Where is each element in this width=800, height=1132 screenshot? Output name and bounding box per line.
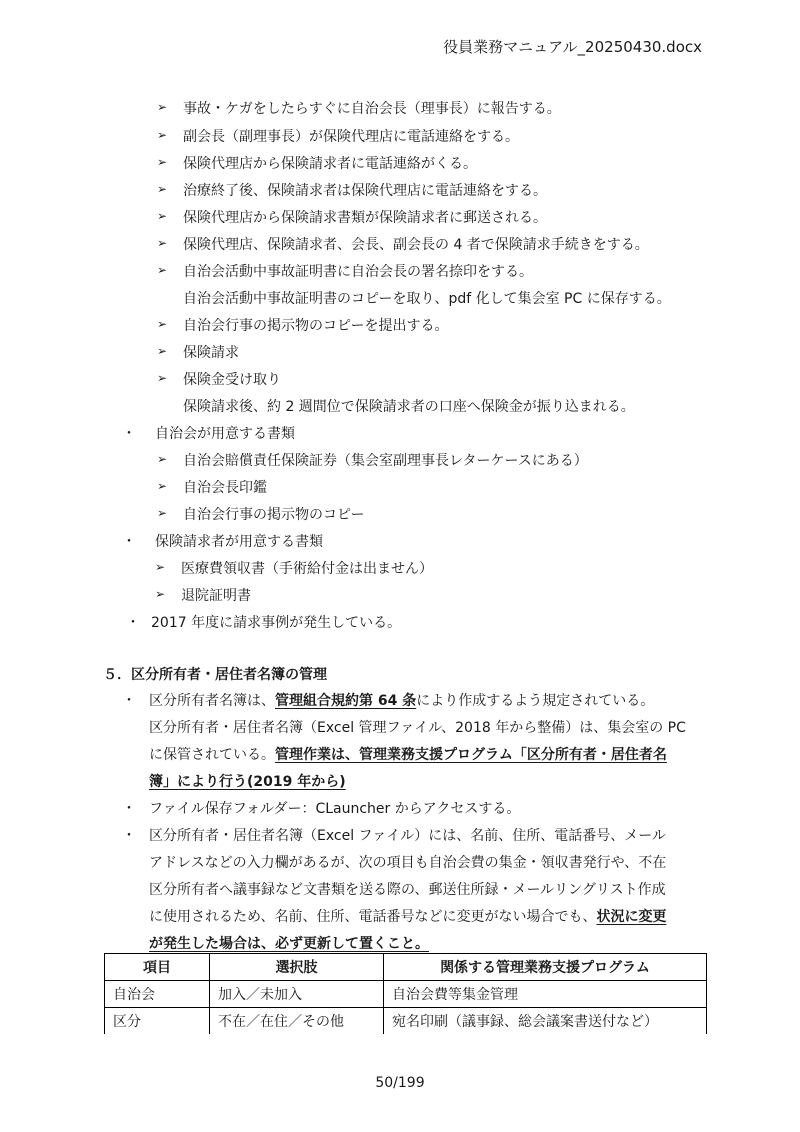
table-cell: 宛名印刷（議事録、総会議案書送付など） bbox=[384, 1008, 707, 1035]
document-filename: 役員業務マニュアル_20250430.docx bbox=[443, 38, 702, 56]
arrow-bullet-icon: ➢ bbox=[155, 587, 166, 601]
page-number: 50/199 bbox=[375, 1075, 425, 1091]
table-cell: 加入／未加入 bbox=[210, 981, 384, 1008]
list-item: 退院証明書 bbox=[181, 588, 251, 604]
text-run: により作成するよう規定されている。 bbox=[416, 693, 655, 709]
arrow-bullet-icon: ➢ bbox=[157, 155, 168, 169]
dot-bullet-icon: ・ bbox=[122, 693, 136, 709]
table-row bbox=[105, 981, 707, 1008]
text-run: 区分所有者名簿は、 bbox=[149, 693, 275, 709]
arrow-bullet-icon: ➢ bbox=[157, 452, 168, 466]
text-run: に保管されている。 bbox=[149, 747, 275, 763]
paragraph-line bbox=[149, 744, 667, 764]
list-item: 自治会長印鑑 bbox=[183, 480, 267, 496]
table-cell: 区分 bbox=[105, 1008, 210, 1035]
bold-text: 管理作業は、管理業務支援プログラム「区分所有者・居住者名 bbox=[275, 747, 667, 763]
arrow-bullet-icon: ➢ bbox=[157, 263, 168, 277]
text-run: に使用されるため、名前、住所、電話番号などに変更がない場合でも、 bbox=[149, 909, 597, 925]
table-cell: 自治会 bbox=[105, 981, 210, 1008]
table-header-row bbox=[105, 954, 707, 981]
case-note: 2017 年度に請求事例が発生している。 bbox=[151, 615, 402, 631]
dot-bullet-icon: ・ bbox=[126, 615, 140, 631]
dot-bullet-icon: ・ bbox=[122, 426, 136, 442]
list-item: 自治会行事の掲示物のコピーを提出する。 bbox=[183, 318, 449, 334]
paragraph-line bbox=[149, 906, 666, 926]
list-item: 保険代理店、保険請求者、会長、副会長の 4 者で保険請求手続きをする。 bbox=[183, 237, 649, 253]
arrow-bullet-icon: ➢ bbox=[157, 344, 168, 358]
paragraph-line bbox=[149, 690, 654, 710]
list-item: 医療費領収書（手術給付金は出ません） bbox=[181, 561, 433, 577]
list-item: 副会長（副理事長）が保険代理店に電話連絡をする。 bbox=[183, 129, 519, 145]
bold-text: 状況に変更 bbox=[596, 909, 667, 925]
list-item: 治療終了後、保険請求者は保険代理店に電話連絡をする。 bbox=[183, 183, 547, 199]
dot-bullet-icon: ・ bbox=[122, 828, 136, 844]
arrow-bullet-icon: ➢ bbox=[155, 560, 166, 574]
paragraph-line: ファイル保存フォルダー：CLauncher からアクセスする。 bbox=[149, 801, 521, 817]
arrow-bullet-icon: ➢ bbox=[157, 100, 168, 114]
arrow-bullet-icon: ➢ bbox=[157, 506, 168, 520]
list-item: 事故・ケガをしたらすぐに自治会長（理事長）に報告する。 bbox=[183, 101, 561, 117]
paragraph-line: 区分所有者へ議事録など文書類を送る際の、郵送住所録・メールリングリスト作成 bbox=[149, 882, 666, 898]
list-item: 保険代理店から保険請求書類が保険請求者に郵送される。 bbox=[183, 210, 547, 226]
table-header-cell: 関係する管理業務支援プログラム bbox=[384, 954, 707, 981]
paragraph-line: 区分所有者・居住者名簿（Excel ファイル）には、名前、住所、電話番号、メール bbox=[149, 828, 666, 844]
arrow-bullet-icon: ➢ bbox=[157, 128, 168, 142]
table-cell: 不在／在住／その他 bbox=[210, 1008, 384, 1035]
dot-bullet-icon: ・ bbox=[122, 801, 136, 817]
list-item: 自治会行事の掲示物のコピー bbox=[183, 507, 365, 523]
list-item-note: 自治会活動中事故証明書のコピーを取り、pdf 化して集会室 PC に保存する。 bbox=[183, 291, 671, 307]
table-cell: 自治会費等集金管理 bbox=[384, 981, 707, 1008]
arrow-bullet-icon: ➢ bbox=[157, 317, 168, 331]
bold-text: が発生した場合は、必ず更新して置くこと。 bbox=[149, 936, 429, 952]
list-item: 保険代理店から保険請求者に電話連絡がくる。 bbox=[183, 156, 477, 172]
list-item: 自治会活動中事故証明書に自治会長の署名捺印をする。 bbox=[183, 264, 533, 280]
dot-bullet-icon: ・ bbox=[122, 534, 136, 550]
roster-fields-table bbox=[104, 953, 707, 1034]
table-header-cell: 項目 bbox=[105, 954, 210, 981]
arrow-bullet-icon: ➢ bbox=[157, 209, 168, 223]
arrow-bullet-icon: ➢ bbox=[157, 182, 168, 196]
arrow-bullet-icon: ➢ bbox=[157, 371, 168, 385]
paragraph-line: アドレスなどの入力欄があるが、次の項目も自治会費の集金・領収書発行や、不在 bbox=[149, 855, 667, 871]
arrow-bullet-icon: ➢ bbox=[157, 236, 168, 250]
bold-text: 簿」により行う(2019 年から) bbox=[149, 774, 346, 790]
table-row bbox=[105, 1008, 707, 1035]
list-item: 自治会賠償責任保険証券（集会室副理事長レターケースにある） bbox=[183, 453, 588, 469]
arrow-bullet-icon: ➢ bbox=[157, 479, 168, 493]
list-heading: 保険請求者が用意する書類 bbox=[155, 534, 323, 550]
list-item: 保険請求 bbox=[183, 345, 239, 361]
bold-text: 管理組合規約第 64 条 bbox=[275, 693, 417, 709]
section-title: ５．区分所有者・居住者名簿の管理 bbox=[103, 667, 327, 683]
table-header-cell: 選択肢 bbox=[210, 954, 384, 981]
paragraph-line: 区分所有者・居住者名簿（Excel 管理ファイル、2018 年から整備）は、集会室の PC bbox=[149, 720, 686, 736]
list-item-note: 保険請求後、約 2 週間位で保険請求者の口座へ保険金が振り込まれる。 bbox=[183, 399, 635, 415]
list-heading: 自治会が用意する書類 bbox=[155, 426, 295, 442]
list-item: 保険金受け取り bbox=[183, 372, 281, 388]
